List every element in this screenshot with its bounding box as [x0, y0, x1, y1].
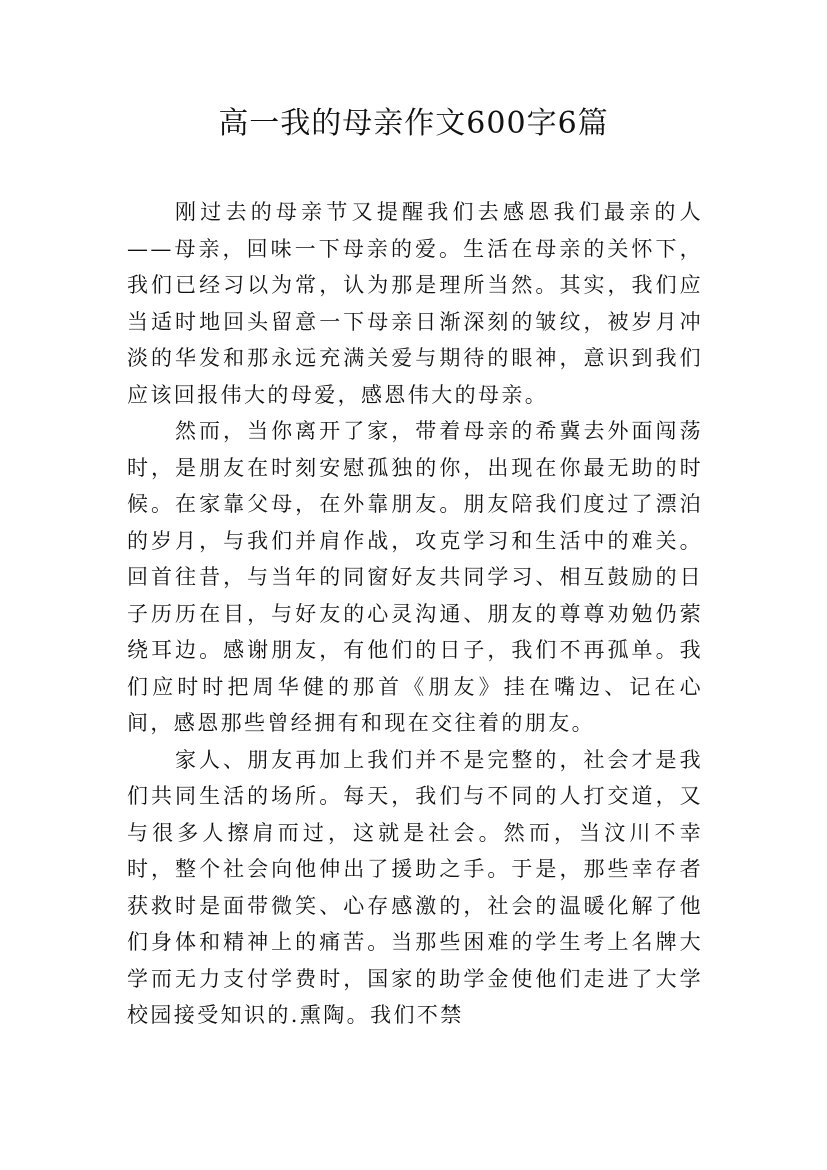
paragraph-3: 家人、朋友再加上我们并不是完整的，社会才是我们共同生活的场所。每天，我们与不同的人打交道，又与很多人擦肩而过，这就是社会。然而，当汶川不幸时，整个社会向他伸出了援助之手。于是，那些幸存者获救时是面带微笑、心存感激的，社会的温暖化解了他们身体和精神上的痛苦。当那些困难的学生考上名牌大学而无力支付学费时，国家的助学金使他们走进了大学校园接受知识的.熏陶。我们不禁	[127, 747, 703, 1027]
document-body	[127, 194, 703, 1034]
paragraph-2: 然而，当你离开了家，带着母亲的希冀去外面闯荡时，是朋友在时刻安慰孤独的你，出现在你最无助的时候。在家靠父母，在外靠朋友。朋友陪我们度过了漂泊的岁月，与我们并肩作战，攻克学习和生活中的难关。回首往昔，与当年的同窗好友共同学习、相互鼓励的日子历历在目，与好友的心灵沟通、朋友的尊尊劝勉仍萦绕耳边。感谢朋友，有他们的日子，我们不再孤单。我们应时时把周华健的那首《朋友》挂在嘴边、记在心间，感恩那些曾经拥有和现在交往着的朋友。	[127, 419, 703, 735]
paragraph-1: 刚过去的母亲节又提醒我们去感恩我们最亲的人——母亲，回味一下母亲的爱。生活在母亲的关怀下，我们已经习以为常，认为那是理所当然。其实，我们应当适时地回头留意一下母亲日渐深刻的皱纹，被岁月冲淡的华发和那永远充满关爱与期待的眼神，意识到我们应该回报伟大的母爱，感恩伟大的母亲。	[127, 200, 703, 407]
document-title: 高一我的母亲作文600字6篇	[218, 106, 609, 141]
